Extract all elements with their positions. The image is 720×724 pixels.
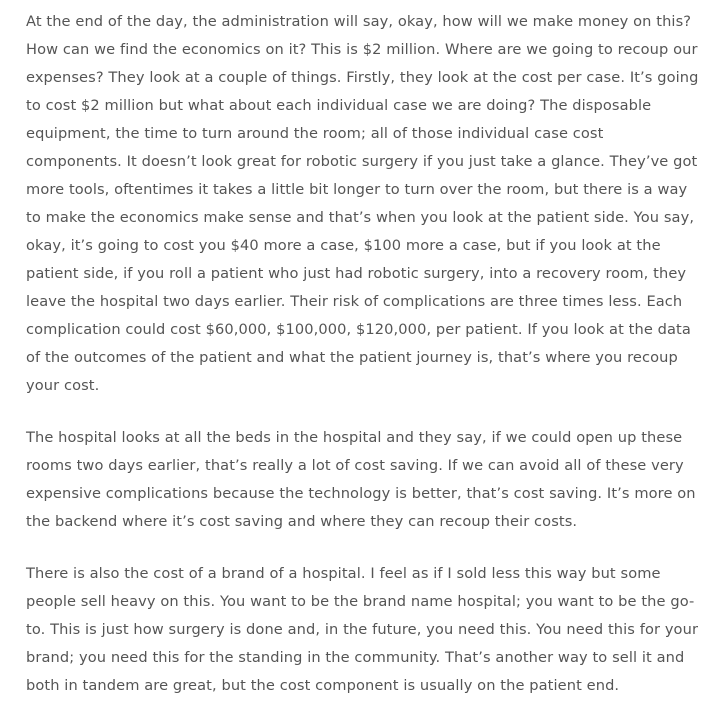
paragraph-economics: At the end of the day, the administration will say, okay, how will we make money on this? How can we find the economics on it? This is $2 million. Where are we going to recoup our expenses? They look at a couple of things. Firstly, they look at the cost per case. It’s going to cost $2 million but what about each individual case we are doing? The disposable equipment, the time to turn around the room; all of those individual case cost components. It doesn’t look great for robotic surgery if you just take a glance. They’ve got more tools, oftentimes it takes a little bit longer to turn over the room, but there is a way to make the economics make sense and that’s when you look at the patient side. You say, okay, it’s going to cost you $40 more a case, $100 more a case, but if you look at the patient side, if you roll a patient who just had robotic surgery, into a recovery room, they leave the hospital two days earlier. Their risk of complications are three times less. Each complication could cost $60,000, $100,000, $120,000, per patient. If you look at the data of the outcomes of the patient and what the patient journey is, that’s where you recoup your cost.	[26, 13, 699, 394]
paragraph-hospital-beds: The hospital looks at all the beds in the hospital and they say, if we could open up these rooms two days earlier, that’s really a lot of cost saving. If we can avoid all of these very expensive complications because the technology is better, that’s cost saving. It’s more on the backend where it’s cost saving and where they can recoup their costs.	[26, 429, 696, 530]
paragraph-brand: There is also the cost of a brand of a hospital. I feel as if I sold less this way but some people sell heavy on this. You want to be the brand name hospital; you want to be the go-to. This is just how surgery is done and, in the future, you need this. You need this for your brand; you need this for the standing in the community. That’s another way to sell it and both in tandem are great, but the cost component is usually on the patient end.	[26, 565, 699, 694]
article-body	[26, 8, 702, 724]
